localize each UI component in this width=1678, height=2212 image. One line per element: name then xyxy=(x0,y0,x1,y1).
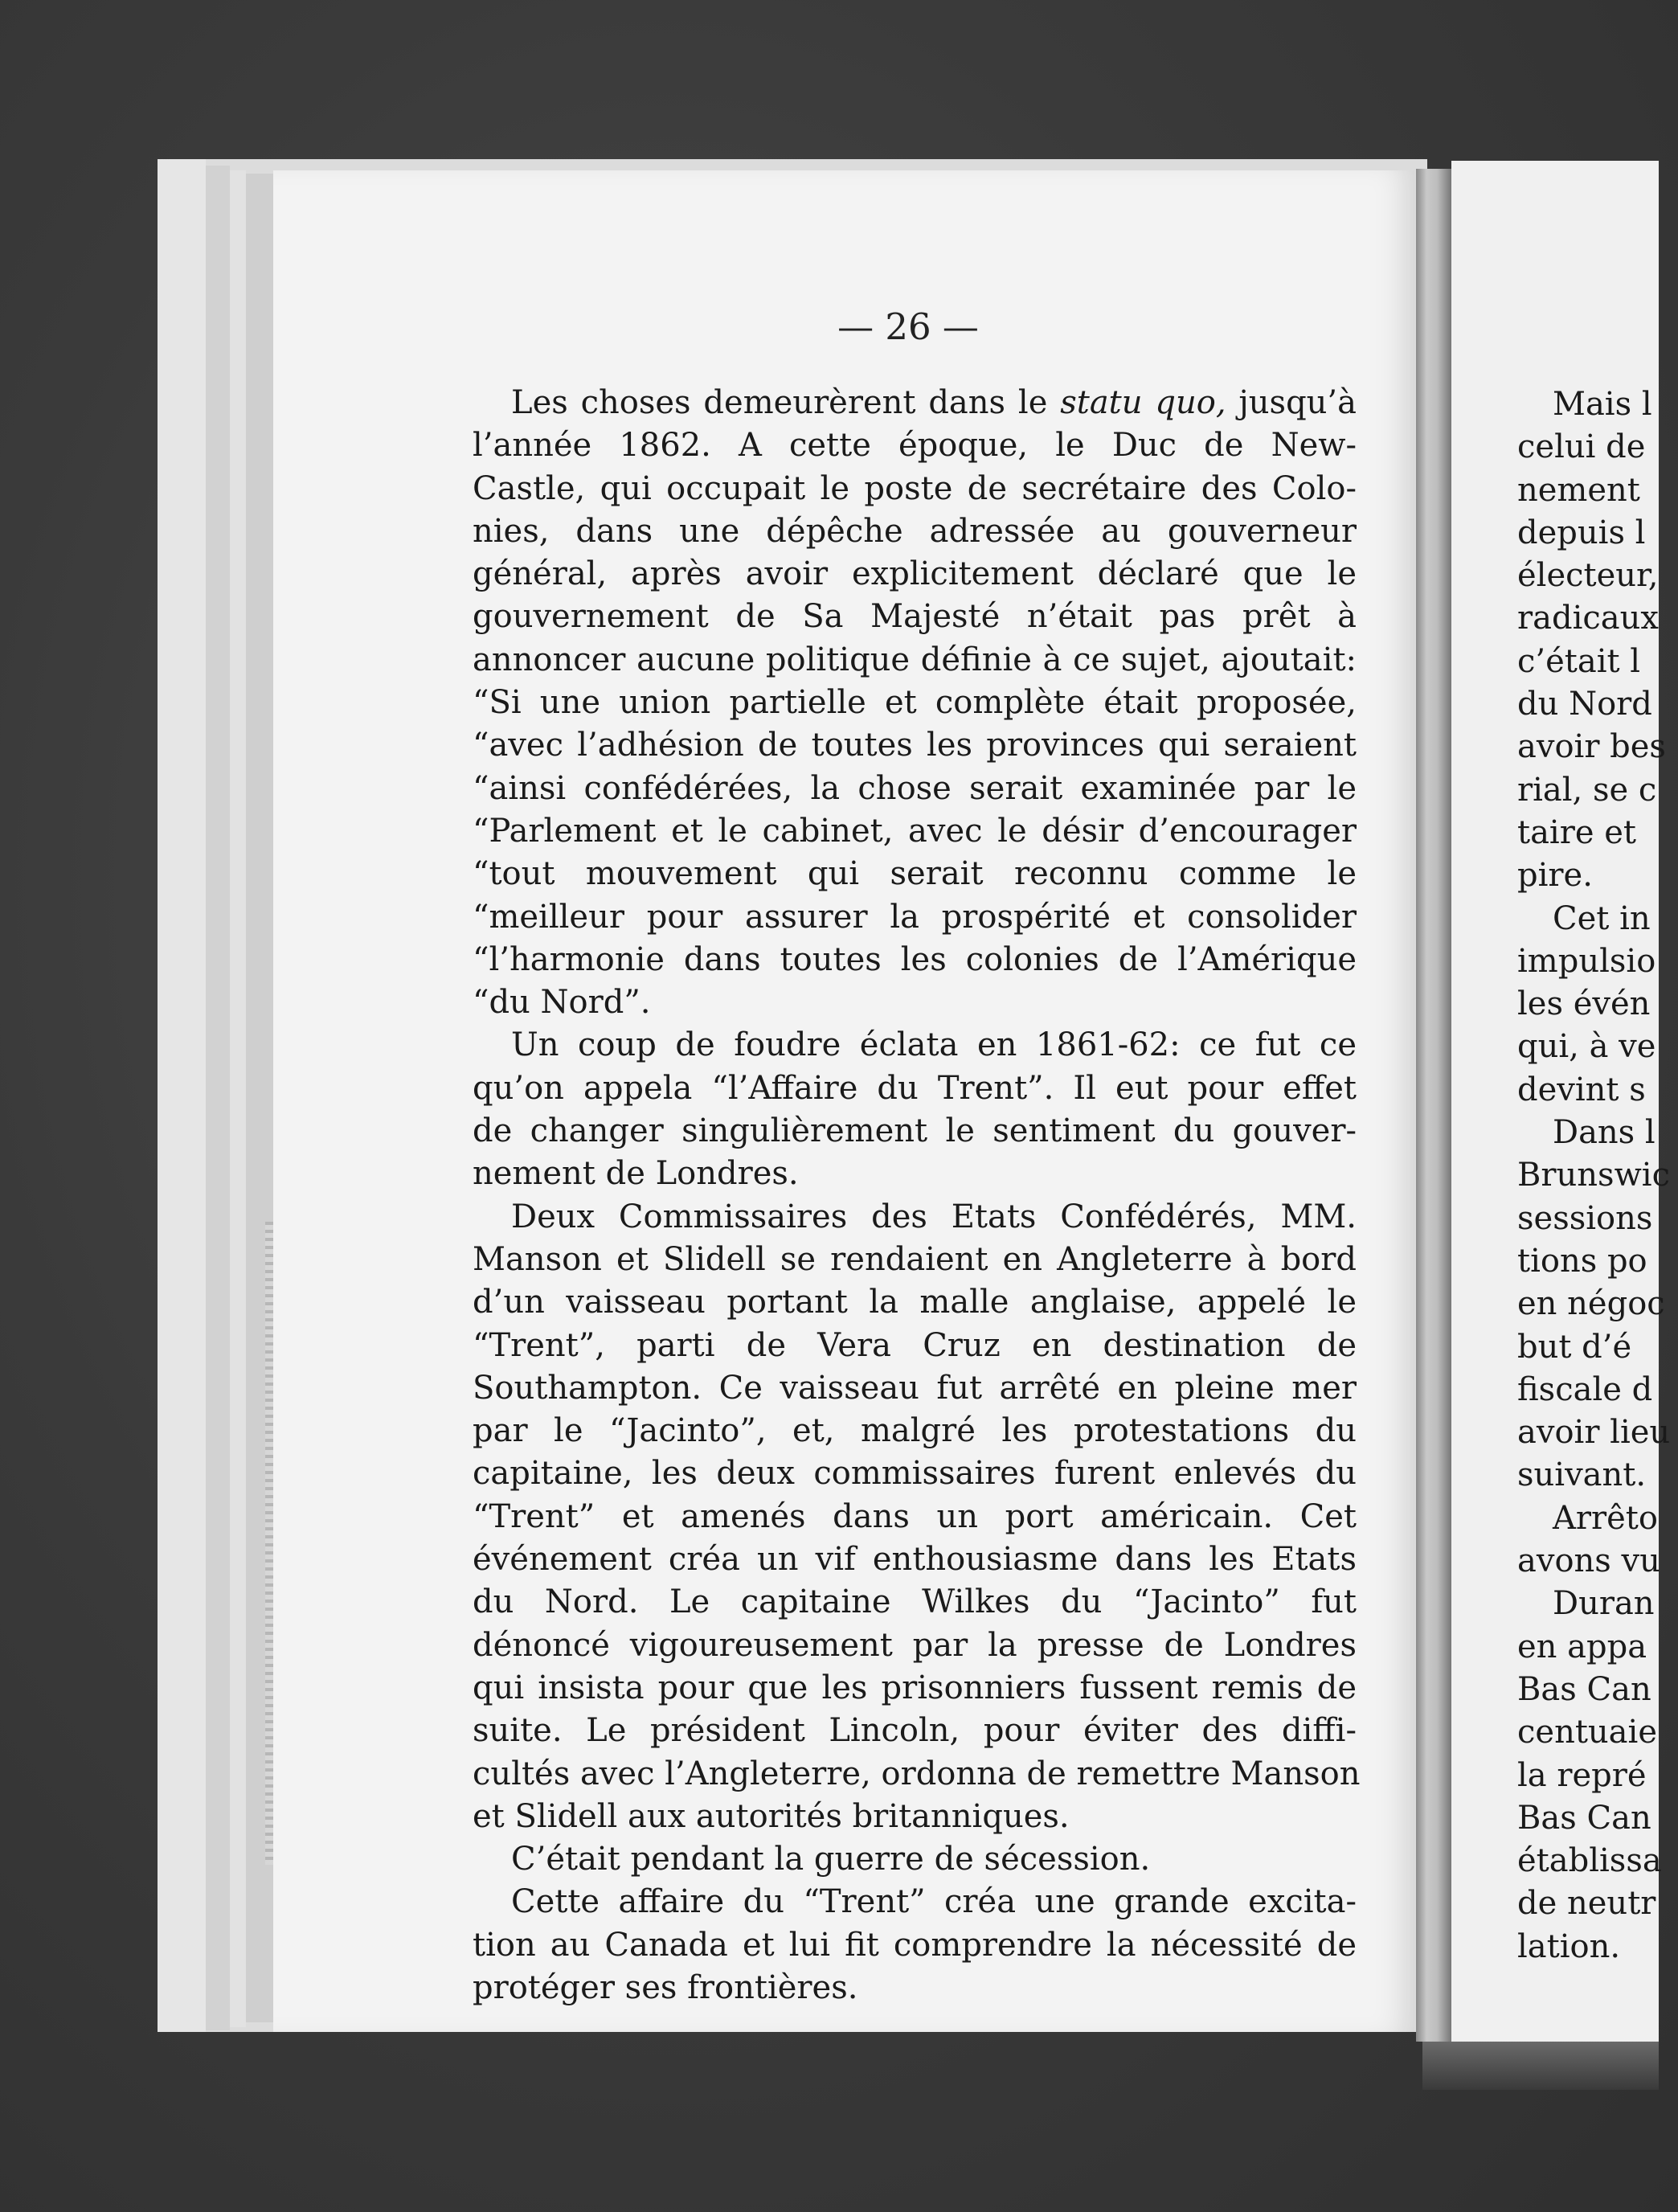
text-line xyxy=(473,1196,1357,1239)
text-line xyxy=(473,1881,1357,1923)
text-run: protéger ses frontières. xyxy=(473,1968,858,2006)
text-run: nies, dans une dépêche adressée au gouverneur xyxy=(473,512,1357,550)
text-run: “l’harmonie dans toutes les colonies de l’Amérique xyxy=(473,940,1357,978)
text-line xyxy=(473,853,1357,895)
text-line xyxy=(473,1667,1357,1710)
text-run: Un coup de foudre éclata en 1861-62: ce fut ce xyxy=(511,1026,1357,1064)
text-line xyxy=(473,1239,1357,1281)
text-line xyxy=(473,724,1357,767)
text-line: suivant. xyxy=(1517,1456,1647,1494)
page-edge xyxy=(158,159,206,2032)
text-line xyxy=(473,1624,1357,1667)
text-line xyxy=(473,1410,1357,1452)
left-page-text xyxy=(473,382,1361,2009)
text-line xyxy=(473,596,1357,638)
text-line: du Nord xyxy=(1517,686,1652,723)
text-line: avoir bes xyxy=(1517,728,1666,766)
text-line xyxy=(473,553,1357,596)
text-line: impulsio xyxy=(1517,942,1656,980)
text-run: Cette affaire du “Trent” créa une grande excita- xyxy=(511,1883,1357,1921)
text-line xyxy=(473,981,1357,1024)
text-run: nement de Londres. xyxy=(473,1155,799,1193)
text-run: événement créa un vif enthousiasme dans les Etats xyxy=(473,1541,1357,1579)
text-run: “du Nord”. xyxy=(473,984,651,1022)
text-line: devint s xyxy=(1517,1071,1646,1108)
text-line: avons vu xyxy=(1517,1542,1660,1580)
text-run: “tout mouvement qui serait reconnu comme le xyxy=(473,855,1357,893)
text-line: taire et xyxy=(1517,813,1636,851)
text-run: dénoncé vigoureusement par la presse de Londres xyxy=(473,1626,1357,1664)
text-run: “Parlement et le cabinet, avec le désir d’encourager xyxy=(473,812,1357,850)
text-run: Les choses demeurèrent dans le xyxy=(511,384,1061,421)
text-line xyxy=(473,1452,1357,1495)
text-run: qui insista pour que les prisonniers fussent remis de xyxy=(473,1669,1357,1706)
text-run: jusqu’à xyxy=(1226,384,1357,421)
text-line xyxy=(473,1367,1357,1410)
text-run: “Trent”, parti de Vera Cruz en destination de xyxy=(473,1326,1357,1364)
text-line: en appa xyxy=(1517,1628,1647,1665)
text-line xyxy=(473,939,1357,981)
text-line xyxy=(473,1710,1357,1752)
text-run: Castle, qui occupait le poste de secrétaire des Colo- xyxy=(473,469,1357,507)
text-line: de neutr xyxy=(1517,1885,1656,1923)
text-line: depuis l xyxy=(1517,514,1646,551)
text-line: avoir lieu xyxy=(1517,1414,1671,1452)
text-run: tion au Canada et lui fit comprendre la nécessité de xyxy=(473,1926,1357,1964)
text-run: Manson et Slidell se rendaient en Angleterre à bord xyxy=(473,1240,1357,1278)
text-line: lation. xyxy=(1517,1927,1621,1965)
text-line: sessions xyxy=(1517,1199,1653,1237)
text-line xyxy=(473,682,1357,724)
page-edge xyxy=(206,166,230,2030)
text-line: pire. xyxy=(1517,857,1593,895)
text-line xyxy=(473,382,1357,424)
text-line: Bas Can xyxy=(1517,1670,1651,1708)
text-line: radicaux xyxy=(1517,600,1659,637)
text-line xyxy=(473,1924,1357,1967)
text-run: capitaine, les deux commissaires furent enlevés du xyxy=(473,1455,1357,1493)
book-gutter xyxy=(1416,169,1451,2042)
right-page-text xyxy=(1517,383,1678,1965)
text-run: cultés avec l’Angleterre, ordonna de remettre Manson xyxy=(473,1755,1361,1792)
text-line: rial, se c xyxy=(1517,771,1657,809)
text-line xyxy=(473,1538,1357,1581)
text-line: Arrêto xyxy=(1553,1499,1658,1537)
text-line: la repré xyxy=(1517,1756,1647,1794)
page-number: — 26 — xyxy=(837,305,979,348)
text-line xyxy=(473,1024,1357,1067)
text-line xyxy=(473,424,1357,467)
text-line xyxy=(473,1067,1357,1110)
page-edge xyxy=(230,170,246,2027)
text-line: celui de xyxy=(1517,428,1646,466)
italic-text: statu quo, xyxy=(1060,384,1226,421)
text-line xyxy=(473,1325,1357,1367)
text-line: c’était l xyxy=(1517,642,1641,680)
text-line xyxy=(473,468,1357,510)
text-line: centuaie xyxy=(1517,1714,1657,1751)
text-line: Duran xyxy=(1553,1585,1655,1623)
text-line: Bas Can xyxy=(1517,1799,1651,1837)
text-run: Southampton. Ce vaisseau fut arrêté en pleine mer xyxy=(473,1369,1357,1407)
text-run: de changer singulièrement le sentiment du gouver- xyxy=(473,1112,1357,1150)
text-line: nement xyxy=(1517,471,1640,509)
text-run: “meilleur pour assurer la prospérité et consolider xyxy=(473,898,1357,936)
text-run: “avec l’adhésion de toutes les provinces qui seraient xyxy=(473,727,1357,764)
text-line: Cet in xyxy=(1553,899,1651,937)
text-line xyxy=(473,1796,1357,1838)
text-run: “Si une union partielle et complète était proposée, xyxy=(473,684,1357,722)
text-run: et Slidell aux autorités britanniques. xyxy=(473,1797,1070,1835)
text-line: Dans l xyxy=(1553,1114,1655,1152)
text-line xyxy=(473,1838,1357,1881)
text-line xyxy=(473,1110,1357,1153)
text-line: qui, à ve xyxy=(1517,1028,1656,1066)
text-run: Deux Commissaires des Etats Confédérés, MM. xyxy=(511,1198,1357,1235)
text-line xyxy=(473,639,1357,682)
text-line xyxy=(473,1581,1357,1624)
text-line: fiscale d xyxy=(1517,1370,1653,1408)
text-line xyxy=(473,510,1357,553)
text-line xyxy=(473,896,1357,939)
text-line: en négoc xyxy=(1517,1285,1665,1323)
text-line xyxy=(473,768,1357,810)
text-run: général, après avoir explicitement déclaré que le xyxy=(473,555,1357,593)
text-line: les évén xyxy=(1517,985,1651,1023)
bottom-shadow xyxy=(1422,2042,1659,2090)
text-line xyxy=(473,1753,1361,1796)
text-run: par le “Jacinto”, et, malgré les protestations du xyxy=(473,1412,1357,1450)
text-run: “ainsi confédérées, la chose serait examinée par le xyxy=(473,769,1357,807)
text-line xyxy=(473,1153,1357,1195)
text-line: Mais l xyxy=(1553,386,1652,423)
text-run: gouvernement de Sa Majesté n’était pas prêt à xyxy=(473,598,1357,636)
text-line: électeur, xyxy=(1517,557,1659,595)
text-run: qu’on appela “l’Affaire du Trent”. Il eut pour effet xyxy=(473,1069,1357,1107)
text-line: Brunswic xyxy=(1517,1157,1670,1194)
text-run: C’était pendant la guerre de sécession. xyxy=(511,1841,1151,1878)
text-line: but d’é xyxy=(1517,1328,1632,1366)
text-line xyxy=(473,1281,1357,1324)
text-line xyxy=(473,810,1357,853)
text-run: annoncer aucune politique définie à ce sujet, ajoutait: xyxy=(473,641,1357,678)
text-line: établissa xyxy=(1517,1842,1662,1880)
text-run: du Nord. Le capitaine Wilkes du “Jacinto” fut xyxy=(473,1583,1357,1621)
text-run: “Trent” et amenés dans un port américain. Cet xyxy=(473,1497,1357,1535)
text-line: tions po xyxy=(1517,1242,1647,1280)
text-run: d’un vaisseau portant la malle anglaise, appelé le xyxy=(473,1284,1357,1321)
text-run: l’année 1862. A cette époque, le Duc de New- xyxy=(473,427,1357,465)
text-line xyxy=(473,1496,1357,1538)
text-line xyxy=(473,1967,1357,2009)
text-run: suite. Le président Lincoln, pour éviter des diffi- xyxy=(473,1712,1357,1750)
